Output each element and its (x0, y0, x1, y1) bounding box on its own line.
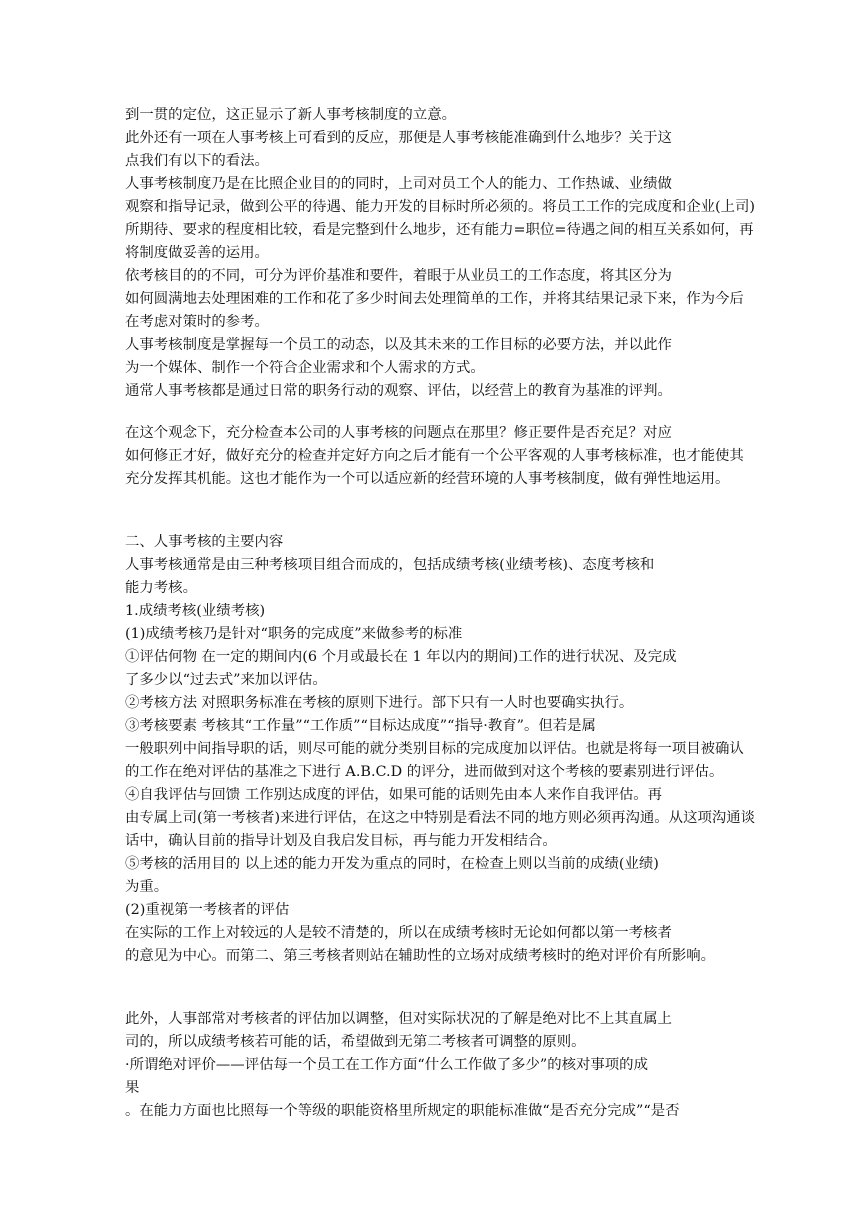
text-line: 一般职列中间指导职的话，则尽可能的就分类别目标的完成度加以评估。也就是将每一项目被确认 (125, 741, 744, 757)
text-line: 能力考核。 (125, 580, 197, 596)
text-line: 点我们有以下的看法。 (125, 153, 269, 169)
text-line: 在考虑对策时的参考。 (125, 314, 269, 330)
text-line: 由专属上司(第一考核者)来进行评估，在这之中特别是看法不同的地方则必须再沟通。从这项沟通谈 (125, 810, 756, 826)
text-line: 此外还有一项在人事考核上可看到的反应，那便是人事考核能准确到什么地步？关于这 (125, 130, 672, 146)
text-line: 所期待、要求的程度相比较，看是完整到什么地步，还有能力=职位=待遇之间的相互关系如何，再 (125, 222, 754, 238)
text-line: 通常人事考核都是通过日常的职务行动的观察、评估，以经营上的教育为基准的评判。 (125, 383, 672, 399)
text-line: 司的，所以成绩考核若可能的话，希望做到无第二考核者可调整的原则。 (125, 1034, 586, 1050)
text-line: 如何圆满地去处理困难的工作和花了多少时间去处理简单的工作，并将其结果记录下来，作为今后 (125, 291, 744, 307)
paragraph-gap (125, 491, 765, 531)
text-line: 二、人事考核的主要内容 (125, 534, 284, 550)
text-line: ③考核要素 考核其“工作量”“工作质”“目标达成度”“指导·教育”。但若是属 (125, 718, 596, 734)
text-line: 到一贯的定位，这正显示了新人事考核制度的立意。 (125, 107, 456, 123)
text-line: 人事考核通常是由三种考核项目组合而成的，包括成绩考核(业绩考核)、态度考核和 (125, 557, 655, 573)
paragraph-gap (125, 968, 765, 1008)
text-line: 此外，人事部常对考核者的评估加以调整，但对实际状况的了解是绝对比不上其直属上 (125, 1011, 672, 1027)
text-line: 。在能力方面也比照每一个等级的职能资格里所规定的职能标准做“是否充分完成”“是否 (125, 1103, 680, 1119)
text-line: 的意见为中心。而第二、第三考核者则站在辅助性的立场对成绩考核时的绝对评价有所影响。 (125, 948, 716, 964)
text-line: ①评估何物 在一定的期间内(6 个月或最长在 1 年以内的期间)工作的进行状况、及完成 (125, 649, 677, 665)
text-line: 将制度做妥善的运用。 (125, 245, 269, 261)
text-line: (1)成绩考核乃是针对“职务的完成度”来做参考的标准 (125, 626, 463, 642)
text-line: (2)重视第一考核者的评估 (125, 902, 290, 918)
text-line: 观察和指导记录，做到公平的待遇、能力开发的目标时所必须的。将员工工作的完成度和企业(上司) (125, 199, 756, 215)
paragraph-gap (125, 403, 765, 422)
text-line: 1.成绩考核(业绩考核) (125, 603, 266, 619)
text-line: 人事考核制度乃是在比照企业目的的同时，上司对员工个人的能力、工作热诚、业绩做 (125, 176, 672, 192)
text-line: 人事考核制度是掌握每一个员工的动态，以及其未来的工作目标的必要方法，并以此作 (125, 337, 672, 353)
text-line: 充分发挥其机能。这也才能作为一个可以适应新的经营环境的人事考核制度，做有弹性地运用。 (125, 471, 730, 487)
text-line: 为重。 (125, 879, 169, 895)
text-line: ⑤考核的活用目的 以上述的能力开发为重点的同时，在检查上则以当前的成绩(业绩) (125, 856, 659, 872)
text-line: 了多少以“过去式”来加以评估。 (125, 672, 327, 688)
text-line: 在实际的工作上对较远的人是较不清楚的，所以在成绩考核时无论如何都以第一考核者 (125, 925, 672, 941)
text-line: 果 (125, 1080, 140, 1096)
text-line: ④自我评估与回馈 工作别达成度的评估，如果可能的话则先由本人来作自我评估。再 (125, 787, 663, 803)
text-line: 为一个媒体、制作一个符合企业需求和个人需求的方式。 (125, 360, 485, 376)
text-line: 如何修正才好，做好充分的检查并定好方向之后才能有一个公平客观的人事考核标准，也才能使其 (125, 448, 744, 464)
text-line: 的工作在绝对评估的基准之下进行 A.B.C.D 的评分，进而做到对这个考核的要素别进行评估。 (125, 764, 724, 780)
text-line: 在这个观念下，充分检查本公司的人事考核的问题点在那里？修正要件是否充足？对应 (125, 425, 672, 441)
document-body (125, 104, 765, 1123)
text-line: ·所谓绝对评价——评估每一个员工在工作方面“什么工作做了多少”的核对事项的成 (125, 1057, 648, 1073)
text-line: 依考核目的的不同，可分为评价基准和要件，着眼于从业员工的工作态度，将其区分为 (125, 268, 672, 284)
text-line: ②考核方法 对照职务标准在考核的原则下进行。部下只有一人时也要确实执行。 (125, 695, 634, 711)
text-line: 话中，确认目前的指导计划及自我启发目标，再与能力开发相结合。 (125, 833, 557, 849)
